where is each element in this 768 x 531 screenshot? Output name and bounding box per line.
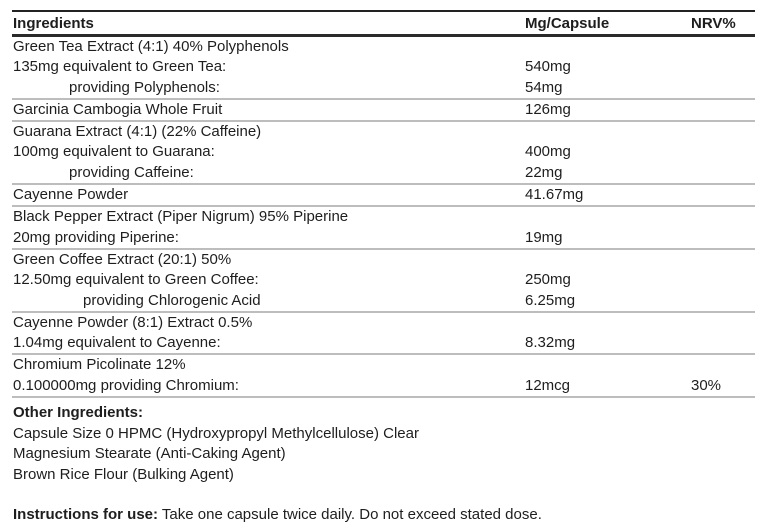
ingredient-name: Garcinia Cambogia Whole Fruit: [13, 100, 223, 118]
ingredient-group: [12, 207, 755, 250]
header-nrv: NRV%: [691, 15, 736, 32]
table-row: [12, 163, 755, 183]
instructions-for-use: [13, 506, 542, 523]
ingredient-group: [12, 122, 755, 185]
instructions-text: Take one capsule twice daily. Do not exceed stated dose.: [158, 506, 542, 523]
mg-per-capsule-value: 250mg: [525, 271, 571, 289]
mg-per-capsule-value: 54mg: [525, 78, 563, 96]
header-mg-per-capsule: Mg/Capsule: [525, 15, 610, 32]
table-header: [12, 12, 755, 37]
table-row: [12, 376, 755, 396]
other-ingredients-section: [13, 403, 419, 485]
ingredient-group: [12, 355, 755, 398]
ingredient-name: 0.100000mg providing Chromium:: [13, 376, 239, 394]
table-row: [12, 355, 755, 375]
mg-per-capsule-value: 8.32mg: [525, 334, 576, 352]
ingredient-name: Cayenne Powder (8:1) Extract 0.5%: [13, 313, 253, 331]
table-row: [12, 142, 755, 162]
other-ingredients-title: Other Ingredients:: [13, 404, 144, 421]
ingredient-name: 12.50mg equivalent to Green Coffee:: [13, 271, 259, 289]
ingredient-name: Black Pepper Extract (Piper Nigrum) 95% Piperine: [13, 208, 349, 226]
ingredient-name: 1.04mg equivalent to Cayenne:: [13, 334, 221, 352]
other-ingredient-item: Capsule Size 0 HPMC (Hydroxypropyl Methylcellulose) Clear: [13, 424, 419, 442]
mg-per-capsule-value: 22mg: [525, 163, 563, 181]
ingredient-group: [12, 250, 755, 313]
mg-per-capsule-value: 126mg: [525, 100, 571, 118]
ingredient-name: Chromium Picolinate 12%: [13, 356, 186, 374]
table-row: [12, 100, 755, 120]
table-row: [12, 333, 755, 353]
ingredient-name: providing Caffeine:: [69, 163, 194, 181]
mg-per-capsule-value: 12mcg: [525, 376, 571, 394]
other-ingredient-item: Brown Rice Flour (Bulking Agent): [13, 465, 234, 483]
table-row: [12, 185, 755, 205]
ingredient-name: Green Coffee Extract (20:1) 50%: [13, 250, 232, 268]
table-row: [12, 37, 755, 57]
table-row: [12, 228, 755, 248]
ingredient-name: Guarana Extract (4:1) (22% Caffeine): [13, 123, 262, 141]
instructions-label: Instructions for use:: [13, 506, 159, 523]
table-row: [12, 57, 755, 77]
table-row: [12, 313, 755, 333]
mg-per-capsule-value: 19mg: [525, 228, 563, 246]
ingredient-name: 20mg providing Piperine:: [13, 228, 179, 246]
ingredient-name: 100mg equivalent to Guarana:: [13, 143, 215, 161]
ingredient-name: providing Chlorogenic Acid: [83, 291, 261, 309]
ingredient-group: [12, 313, 755, 356]
table-row: [12, 207, 755, 227]
header-ingredients: Ingredients: [13, 15, 94, 32]
table-row: [12, 250, 755, 270]
ingredients-table: [12, 10, 755, 398]
ingredient-name: 135mg equivalent to Green Tea:: [13, 58, 227, 76]
mg-per-capsule-value: 540mg: [525, 58, 571, 76]
ingredient-group: [12, 37, 755, 100]
other-ingredient-item: Magnesium Stearate (Anti-Caking Agent): [13, 445, 286, 462]
table-row: [12, 122, 755, 142]
ingredient-name: Green Tea Extract (4:1) 40% Polyphenols: [13, 38, 289, 55]
table-row: [12, 270, 755, 290]
ingredient-group: [12, 185, 755, 207]
mg-per-capsule-value: 6.25mg: [525, 291, 576, 309]
table-body: [12, 37, 755, 398]
ingredient-name: Cayenne Powder: [13, 186, 129, 204]
table-row: [12, 291, 755, 311]
mg-per-capsule-value: 400mg: [525, 143, 571, 161]
table-row: [12, 78, 755, 98]
nrv-value: 30%: [691, 376, 722, 394]
ingredient-name: providing Polyphenols:: [69, 78, 220, 96]
ingredient-group: [12, 100, 755, 122]
mg-per-capsule-value: 41.67mg: [525, 186, 584, 204]
